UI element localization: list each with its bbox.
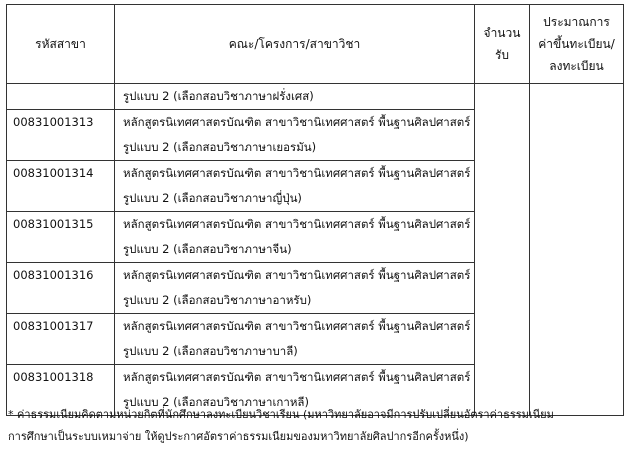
- program-line: หลักสูตรนิเทศศาสตรบัณฑิต สาขาวิชานิเทศศาสตร์ พื้นฐานศิลปศาสตร์: [123, 115, 471, 129]
- program-cell: [115, 110, 475, 161]
- program-line: รูปแบบ 2 (เลือกสอบวิชาภาษาฝรั่งเศส): [123, 89, 314, 103]
- program-cell: [115, 161, 475, 212]
- header-fee: [530, 5, 624, 84]
- program-line: รูปแบบ 2 (เลือกสอบวิชาภาษาจีน): [123, 242, 292, 256]
- table-row: [7, 84, 624, 110]
- programs-table: [6, 4, 624, 416]
- program-cell: [115, 212, 475, 263]
- program-line: หลักสูตรนิเทศศาสตรบัณฑิต สาขาวิชานิเทศศาสตร์ พื้นฐานศิลปศาสตร์: [123, 166, 471, 180]
- footnote-line2: การศึกษาเป็นระบบเหมาจ่าย ให้ดูประกาศอัตราค่าธรรมเนียมของมหาวิทยาลัยศิลปากรอีกครั้งหนึ่ง): [8, 430, 469, 443]
- program-cell: [115, 84, 475, 110]
- code-cell: 00831001317: [7, 314, 115, 365]
- code-cell: 00831001314: [7, 161, 115, 212]
- header-fee-line3: ลงทะเบียน: [549, 59, 604, 73]
- program-line: หลักสูตรนิเทศศาสตรบัณฑิต สาขาวิชานิเทศศาสตร์ พื้นฐานศิลปศาสตร์: [123, 268, 471, 282]
- program-line: หลักสูตรนิเทศศาสตรบัณฑิต สาขาวิชานิเทศศาสตร์ พื้นฐานศิลปศาสตร์: [123, 217, 471, 231]
- header-program: คณะ/โครงการ/สาขาวิชา: [115, 5, 475, 84]
- program-cell: [115, 314, 475, 365]
- program-line: รูปแบบ 2 (เลือกสอบวิชาภาษาบาลี): [123, 344, 298, 358]
- fee-cell: [530, 84, 624, 416]
- program-line: รูปแบบ 2 (เลือกสอบวิชาภาษาอาหรับ): [123, 293, 312, 307]
- header-seats: [475, 5, 530, 84]
- table-header-row: [7, 5, 624, 84]
- header-fee-line2: ค่าขึ้นทะเบียน/: [538, 37, 615, 51]
- program-line: รูปแบบ 2 (เลือกสอบวิชาภาษาเกาหลี): [123, 395, 309, 409]
- header-code: รหัสสาขา: [7, 5, 115, 84]
- program-line: รูปแบบ 2 (เลือกสอบวิชาภาษาญี่ปุ่น): [123, 191, 302, 205]
- code-cell: 00831001315: [7, 212, 115, 263]
- footnote: [8, 404, 624, 448]
- program-line: หลักสูตรนิเทศศาสตรบัณฑิต สาขาวิชานิเทศศาสตร์ พื้นฐานศิลปศาสตร์: [123, 370, 471, 384]
- program-line: รูปแบบ 2 (เลือกสอบวิชาภาษาเยอรมัน): [123, 140, 317, 154]
- header-fee-line1: ประมาณการ: [543, 15, 610, 29]
- seats-cell: [475, 84, 530, 416]
- code-cell: 00831001316: [7, 263, 115, 314]
- header-seats-line1: จำนวน: [483, 26, 521, 40]
- program-line: หลักสูตรนิเทศศาสตรบัณฑิต สาขาวิชานิเทศศาสตร์ พื้นฐานศิลปศาสตร์: [123, 319, 471, 333]
- code-cell: [7, 84, 115, 110]
- code-cell: 00831001318: [7, 365, 115, 416]
- program-cell: [115, 263, 475, 314]
- code-cell: 00831001313: [7, 110, 115, 161]
- footnote-line1: * ค่าธรรมเนียมคิดตามหน่วยกิตที่นักศึกษาลงทะเบียนวิชาเรียน (มหาวิทยาลัยอาจมีการปรับเปลี่ยนอัตราค่าธรรมเนียม: [8, 408, 554, 421]
- header-seats-line2: รับ: [494, 48, 510, 62]
